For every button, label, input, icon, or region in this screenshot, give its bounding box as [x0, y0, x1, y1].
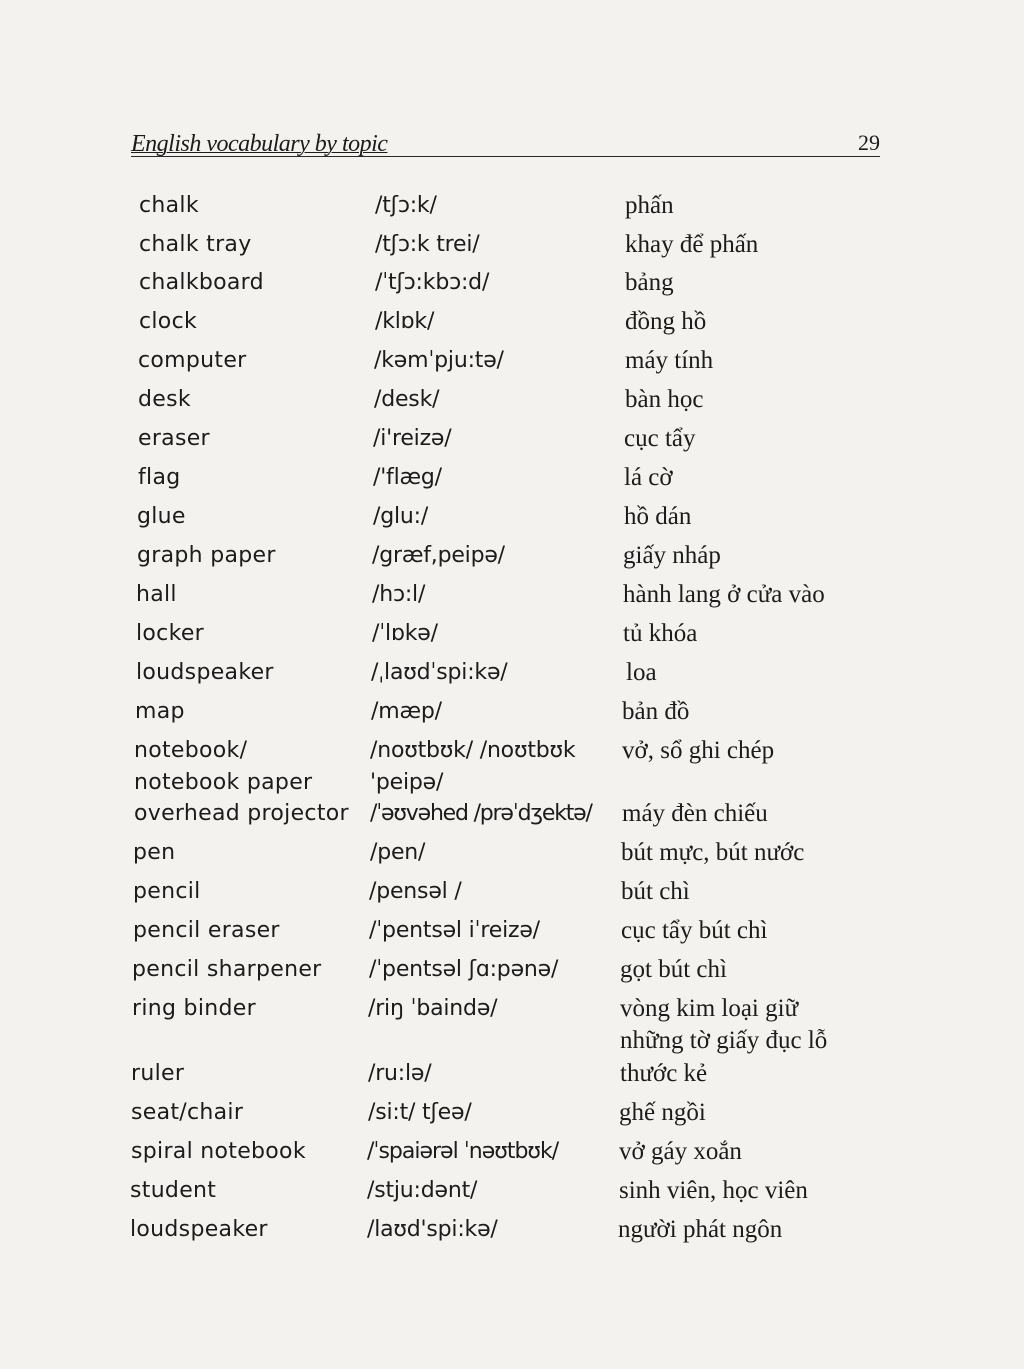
vocab-meaning: loa — [626, 659, 657, 686]
vocab-ipa: /desk/ — [374, 387, 440, 412]
vocab-word: chalk — [139, 193, 199, 218]
vocab-word: overhead projector — [134, 801, 349, 826]
vocab-meaning: gọt bút chì — [620, 956, 727, 983]
vocab-meaning: máy tính — [625, 347, 714, 374]
vocab-ipa: /ˈlɒkə/ — [372, 621, 438, 646]
vocab-ipa: /pen/ — [370, 840, 426, 865]
vocab-meaning: cục tẩy bút chì — [621, 917, 768, 944]
vocab-word: pen — [133, 840, 176, 865]
vocab-ipa: /ˈspaiərəl ˈnəʊtbʊk/ — [367, 1139, 559, 1164]
vocab-meaning: vở gáy xoắn — [619, 1138, 742, 1165]
vocab-word: chalk tray — [139, 232, 252, 257]
vocab-word: notebook/ notebook paper — [134, 738, 313, 795]
vocab-meaning: người phát ngôn — [618, 1216, 783, 1243]
vocab-word: flag — [138, 465, 181, 490]
vocab-meaning: ghế ngồi — [619, 1099, 706, 1126]
vocab-meaning: đồng hồ — [625, 308, 707, 335]
vocab-meaning: bút mực, bút nước — [621, 839, 805, 866]
vocab-ipa: /ru:lə/ — [368, 1061, 432, 1086]
vocab-ipa: /stju:dənt/ — [367, 1178, 478, 1203]
vocab-word: student — [130, 1178, 217, 1203]
vocab-meaning: tủ khóa — [623, 620, 698, 647]
vocab-ipa: /klɒk/ — [375, 309, 435, 334]
vocab-meaning: sinh viên, học viên — [619, 1177, 808, 1204]
vocab-meaning: bảng — [625, 269, 674, 296]
vocab-ipa: /glu:/ — [373, 504, 429, 529]
vocab-word: pencil sharpener — [132, 957, 322, 982]
vocab-ipa: /noʊtbʊk/ /noʊtbʊk 'peipə/ — [370, 738, 576, 795]
page-number: 29 — [858, 130, 880, 155]
vocab-meaning: bàn học — [625, 386, 704, 413]
vocab-meaning: phấn — [625, 192, 674, 219]
vocab-word: eraser — [138, 426, 210, 451]
page-header — [131, 124, 880, 157]
vocab-meaning: hồ dán — [624, 503, 692, 530]
vocab-ipa: /ˈəʊvəhed /prəˈdʒektə/ — [370, 801, 592, 826]
vocab-word: chalkboard — [139, 270, 264, 295]
vocab-word: loudspeaker — [130, 1217, 268, 1242]
vocab-word: hall — [136, 582, 177, 607]
vocab-ipa: /pensəl / — [369, 879, 462, 904]
vocab-word: map — [135, 699, 185, 724]
vocab-word: glue — [137, 504, 186, 529]
vocab-ipa: /si:t/ tʃeə/ — [368, 1100, 472, 1125]
vocab-word: pencil — [133, 879, 201, 904]
vocab-word: seat/chair — [131, 1100, 244, 1125]
vocab-ipa: /mæp/ — [371, 699, 442, 724]
vocab-meaning: bản đồ — [622, 698, 690, 725]
vocab-ipa: /græf,peipə/ — [372, 543, 505, 568]
vocab-word: loudspeaker — [136, 660, 274, 685]
vocab-meaning: giấy nháp — [623, 542, 721, 569]
vocab-word: spiral notebook — [131, 1139, 306, 1164]
vocab-ipa: /riŋ ˈbaində/ — [368, 996, 498, 1021]
vocab-ipa: /kəmˈpju:tə/ — [374, 348, 504, 373]
vocab-ipa: /'flæg/ — [373, 465, 442, 490]
vocab-ipa: /i'reizə/ — [373, 426, 452, 451]
vocab-ipa: /laʊd'spi:kə/ — [367, 1217, 498, 1242]
vocab-ipa: /ˈtʃɔ:kbɔ:d/ — [375, 270, 490, 295]
vocab-meaning: vở, sổ ghi chép — [622, 737, 775, 764]
vocab-meaning: bút chì — [621, 878, 690, 905]
vocab-ipa: /tʃɔ:k trei/ — [375, 232, 480, 257]
vocab-meaning: thước kẻ — [620, 1060, 708, 1087]
vocab-word: graph paper — [137, 543, 276, 568]
vocab-meaning: khay để phấn — [625, 231, 759, 258]
vocab-ipa: /ˌlaʊdˈspi:kə/ — [371, 660, 508, 685]
vocab-meaning: lá cờ — [624, 464, 673, 491]
vocab-word: ring binder — [132, 996, 256, 1021]
vocab-word: desk — [138, 387, 191, 412]
vocab-meaning: máy đèn chiếu — [622, 800, 768, 827]
vocab-word: locker — [136, 621, 205, 646]
vocab-meaning: cục tẩy — [624, 425, 696, 452]
vocab-word: clock — [139, 309, 198, 334]
vocab-ipa: /ˈpentsəl iˈreizə/ — [369, 918, 540, 943]
vocab-word: computer — [138, 348, 247, 373]
vocab-ipa: /tʃɔ:k/ — [375, 193, 437, 218]
vocab-meaning: vòng kim loại giữ những tờ giấy đục lỗ — [620, 995, 828, 1054]
vocab-ipa: /ˈpentsəl ʃɑ:pənə/ — [369, 957, 559, 982]
vocab-meaning: hành lang ở cửa vào — [623, 581, 825, 608]
vocab-word: ruler — [131, 1061, 185, 1086]
vocab-ipa: /hɔ:l/ — [372, 582, 426, 607]
running-title: English vocabulary by topic — [131, 131, 388, 157]
vocab-word: pencil eraser — [133, 918, 280, 943]
